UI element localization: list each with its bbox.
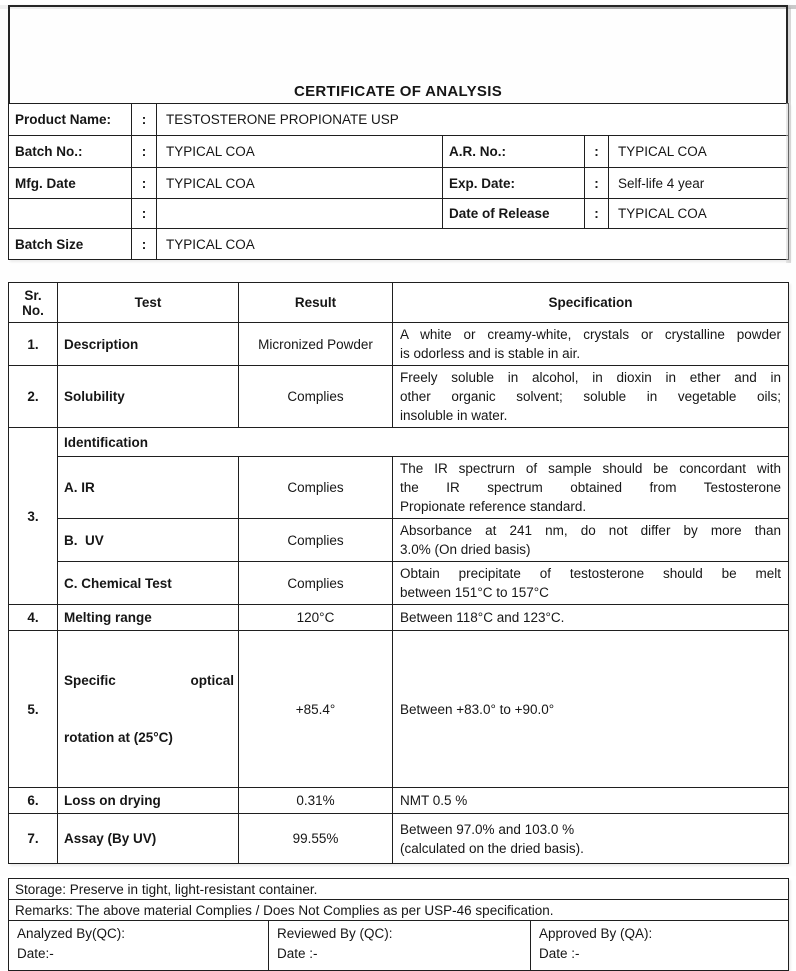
chemical-result-cell: Complies <box>239 562 393 605</box>
solubility-result-cell: Complies <box>239 366 393 428</box>
spec-line: insoluble in water. <box>400 408 508 423</box>
ar-no-label: A.R. No.: <box>443 136 585 168</box>
assay-result-cell: 99.55% <box>239 814 393 864</box>
solubility-row <box>9 366 789 428</box>
solubility-test-cell: Solubility <box>58 366 239 428</box>
certificate-of-analysis-page <box>0 5 796 961</box>
spec-line: other organic solvent; soluble in vegetable oils; <box>400 389 781 404</box>
assay-row <box>9 814 789 864</box>
spec-line: Absorbance at 241 nm, do not differ by more than <box>400 523 781 538</box>
spec-line: NMT 0.5 % <box>400 793 468 808</box>
spec-line: The IR spectrurn of sample should be concordant with <box>400 461 781 476</box>
melting-spec-cell <box>393 605 789 631</box>
optical-rotation-row <box>9 631 789 788</box>
batch-size-row <box>9 229 789 260</box>
batch-ar-row <box>9 136 789 168</box>
spec-line: Between +83.0° to +90.0° <box>400 701 555 717</box>
ir-test-cell: A. IR <box>58 457 239 519</box>
lod-spec-cell <box>393 788 789 814</box>
spec-line: between 151°C to 157°C <box>400 585 549 600</box>
description-spec-cell <box>393 323 789 366</box>
footer-table <box>8 878 789 971</box>
spec-line: is odorless and is stable in air. <box>400 346 581 361</box>
document-title: CERTIFICATE OF ANALYSIS <box>293 83 503 100</box>
product-name-label: Product Name: <box>9 104 132 136</box>
reviewed-by-date: Date :- <box>277 946 318 961</box>
product-name-row <box>9 104 789 136</box>
spec-line: the IR spectrum obtained from Testosterone <box>400 480 781 495</box>
spec-line: Between 118°C and 123°C. <box>400 610 565 625</box>
solubility-spec-cell <box>393 366 789 428</box>
identification-sr-cell: 3. <box>9 428 58 605</box>
tests-header-row <box>9 283 789 323</box>
spec-line: (calculated on the dried basis). <box>400 840 584 856</box>
optical-test-cell <box>58 631 239 788</box>
approved-by-label: Approved By (QA): <box>539 926 653 941</box>
colon-separator: : <box>132 168 157 199</box>
assay-spec-cell <box>393 814 789 864</box>
analyzed-by-label: Analyzed By(QC): <box>17 926 126 941</box>
spec-line: Freely soluble in alcohol, in dioxin in ether and in <box>400 370 781 385</box>
empty-label-cell <box>9 199 132 229</box>
storage-text: Storage: Preserve in tight, light-resistant container. <box>9 879 789 900</box>
test-header: Test <box>58 283 239 323</box>
sr-no-header-line2: No. <box>22 302 44 318</box>
assay-sr-cell: 7. <box>9 814 58 864</box>
mfg-date-label: Mfg. Date <box>9 168 132 199</box>
spec-line: Obtain precipitate of testosterone should be melt <box>400 566 781 581</box>
ir-spec-cell <box>393 457 789 519</box>
melting-range-row <box>9 605 789 631</box>
lod-result-cell: 0.31% <box>239 788 393 814</box>
batch-no-label: Batch No.: <box>9 136 132 168</box>
colon-separator: : <box>585 199 609 229</box>
analyzed-by-cell <box>9 921 269 971</box>
reviewed-by-label: Reviewed By (QC): <box>277 926 393 941</box>
spec-line: Between 97.0% and 103.0 % <box>400 821 575 837</box>
lod-test-cell: Loss on drying <box>58 788 239 814</box>
colon-separator: : <box>585 136 609 168</box>
chemical-test-cell: C. Chemical Test <box>58 562 239 605</box>
colon-separator: : <box>132 104 157 136</box>
sr-no-header-line1: Sr. <box>24 287 42 303</box>
letterhead-box <box>8 5 788 103</box>
optical-spec-cell <box>393 631 789 788</box>
remarks-text: Remarks: The above material Complies / Does Not Complies as per USP-46 specification. <box>9 900 789 921</box>
product-name-value: TESTOSTERONE PROPIONATE USP <box>157 104 789 136</box>
test-results-table <box>8 282 789 864</box>
ir-result-cell: Complies <box>239 457 393 519</box>
identification-group-label: Identification <box>58 428 789 457</box>
product-info-table <box>8 103 789 260</box>
mfg-date-value: TYPICAL COA <box>157 168 443 199</box>
melting-sr-cell: 4. <box>9 605 58 631</box>
storage-row <box>9 879 789 900</box>
melting-result-cell: 120°C <box>239 605 393 631</box>
spec-line: Propionate reference standard. <box>400 499 587 514</box>
lod-sr-cell: 6. <box>9 788 58 814</box>
optical-sr-cell: 5. <box>9 631 58 788</box>
colon-separator: : <box>132 136 157 168</box>
colon-separator: : <box>132 229 157 260</box>
approved-by-cell <box>531 921 789 971</box>
test-line: rotation at (25°C) <box>64 730 173 745</box>
batch-size-value: TYPICAL COA <box>157 229 789 260</box>
date-of-release-label: Date of Release <box>443 199 585 229</box>
melting-test-cell: Melting range <box>58 605 239 631</box>
chemical-spec-cell <box>393 562 789 605</box>
spec-line: A white or creamy-white, crystals or crystalline powder <box>400 327 781 342</box>
uv-test-cell: B. UV <box>58 519 239 562</box>
identification-chemical-row <box>9 562 789 605</box>
identification-ir-row <box>9 457 789 519</box>
date-of-release-row <box>9 199 789 229</box>
spec-line: 3.0% (On dried basis) <box>400 542 531 557</box>
specification-header: Specification <box>393 283 789 323</box>
uv-spec-cell <box>393 519 789 562</box>
description-sr-cell: 1. <box>9 323 58 366</box>
colon-separator: : <box>132 199 157 229</box>
analyzed-by-date: Date:- <box>17 946 54 961</box>
exp-date-label: Exp. Date: <box>443 168 585 199</box>
batch-no-value: TYPICAL COA <box>157 136 443 168</box>
identification-uv-row <box>9 519 789 562</box>
date-of-release-value: TYPICAL COA <box>609 199 789 229</box>
exp-date-value: Self-life 4 year <box>609 168 789 199</box>
sr-no-header <box>9 283 58 323</box>
description-test-cell: Description <box>58 323 239 366</box>
batch-size-label: Batch Size <box>9 229 132 260</box>
identification-group-row <box>9 428 789 457</box>
mfg-exp-row <box>9 168 789 199</box>
empty-value-cell <box>157 199 443 229</box>
signatures-row <box>9 921 789 971</box>
test-line: Specific optical <box>64 673 234 688</box>
solubility-sr-cell: 2. <box>9 366 58 428</box>
approved-by-date: Date :- <box>539 946 580 961</box>
reviewed-by-cell <box>269 921 531 971</box>
ar-no-value: TYPICAL COA <box>609 136 789 168</box>
result-header: Result <box>239 283 393 323</box>
loss-on-drying-row <box>9 788 789 814</box>
assay-test-cell: Assay (By UV) <box>58 814 239 864</box>
colon-separator: : <box>585 168 609 199</box>
uv-result-cell: Complies <box>239 519 393 562</box>
optical-result-cell: +85.4° <box>239 631 393 788</box>
description-result-cell: Micronized Powder <box>239 323 393 366</box>
description-row <box>9 323 789 366</box>
remarks-row <box>9 900 789 921</box>
